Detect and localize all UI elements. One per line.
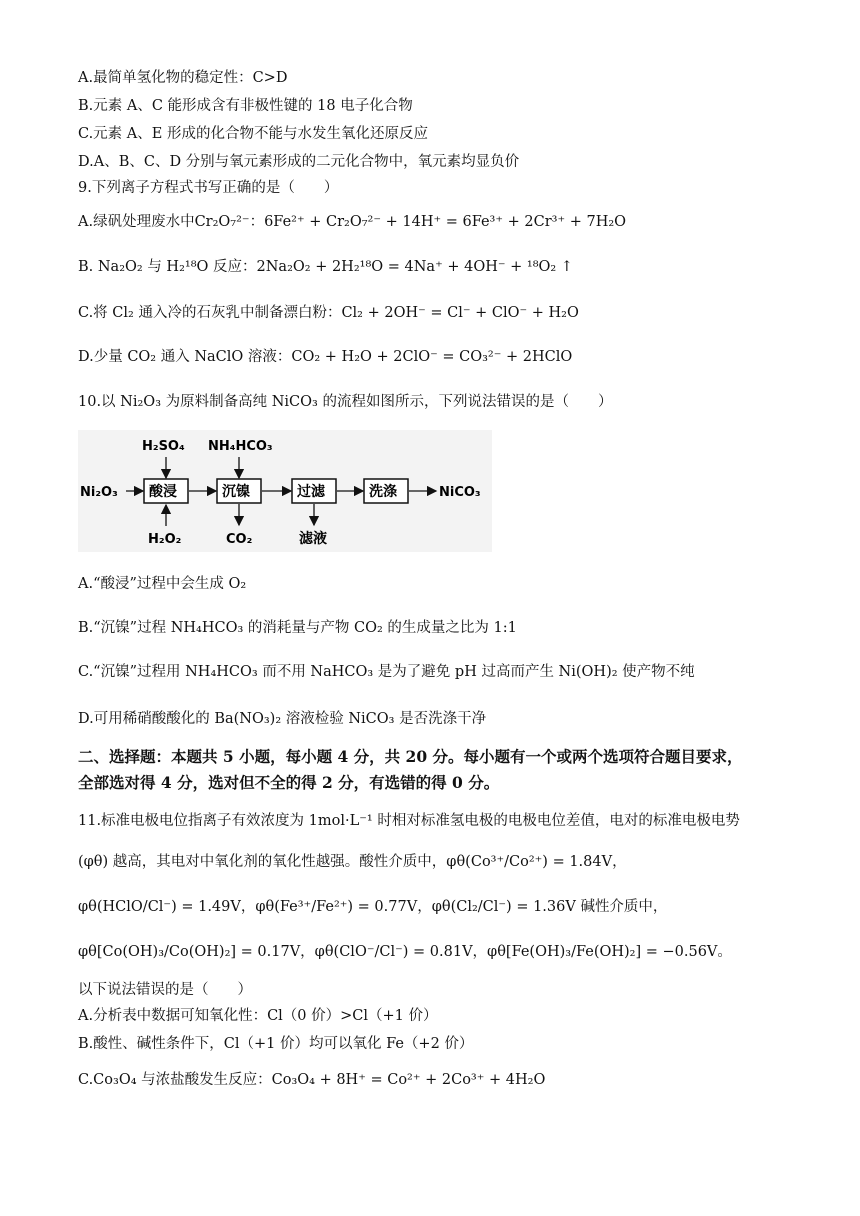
step-2-label: 沉镍 — [222, 484, 250, 500]
q9-stem: 9.下列离子方程式书写正确的是（ ） — [78, 180, 339, 196]
step-1-label: 酸浸 — [149, 484, 177, 500]
q11-ask: 以下说法错误的是（ ） — [78, 982, 252, 998]
q11-option-b: B.酸性、碱性条件下，Cl（+1 价）均可以氧化 Fe（+2 价） — [78, 1036, 474, 1052]
step-3-label: 过滤 — [297, 484, 325, 500]
q11-stem-line3: φθ(HClO/Cl⁻) = 1.49V，φθ(Fe³⁺/Fe²⁺) = 0.77V，φθ(Cl₂/Cl⁻) = 1.36V 碱性介质中， — [78, 899, 668, 915]
input-nh4hco3-label: NH₄HCO₃ — [208, 439, 273, 454]
q9-option-d: D.少量 CO₂ 通入 NaClO 溶液：CO₂ + H₂O + 2ClO⁻ = CO₃²⁻ + 2HClO — [78, 349, 573, 365]
q8-option-d: D.A、B、C、D 分别与氧元素形成的二元化合物中，氧元素均显负价 — [78, 154, 520, 170]
q11-option-c: C.Co₃O₄ 与浓盐酸发生反应：Co₃O₄ + 8H⁺ = Co²⁺ + 2Co³⁺ + 4H₂O — [78, 1072, 546, 1088]
q10-option-c: C.“沉镍”过程用 NH₄HCO₃ 而不用 NaHCO₃ 是为了避免 pH 过高而产生 Ni(OH)₂ 使产物不纯 — [78, 664, 695, 680]
q10-stem: 10.以 Ni₂O₃ 为原料制备高纯 NiCO₃ 的流程如图所示，下列说法错误的是（ ） — [78, 394, 613, 410]
q9-option-c: C.将 Cl₂ 通入冷的石灰乳中制备漂白粉：Cl₂ + 2OH⁻ = Cl⁻ + ClO⁻ + H₂O — [78, 305, 579, 321]
q8-option-b: B.元素 A、C 能形成含有非极性键的 18 电子化合物 — [78, 98, 413, 114]
q10-option-a: A.“酸浸”过程中会生成 O₂ — [78, 576, 247, 592]
section-2-heading-line1: 二、选择题：本题共 5 小题，每小题 4 分，共 20 分。每小题有一个或两个选项符合题目要求， — [78, 747, 743, 766]
input-h2so4-label: H₂SO₄ — [142, 439, 185, 454]
step-4-label: 洗涤 — [369, 484, 397, 500]
q10-option-d: D.可用稀硝酸酸化的 Ba(NO₃)₂ 溶液检验 NiCO₃ 是否洗涤干净 — [78, 711, 487, 727]
q11-stem-line1: 11.标准电极电位指离子有效浓度为 1mol·L⁻¹ 时相对标准氢电极的电极电位差值，电对的标准电极电势 — [78, 813, 740, 829]
process-flow-diagram — [78, 430, 492, 552]
q11-option-a: A.分析表中数据可知氧化性：Cl（0 价）>Cl（+1 价） — [78, 1008, 438, 1024]
q10-option-b: B.“沉镍”过程 NH₄HCO₃ 的消耗量与产物 CO₂ 的生成量之比为 1:1 — [78, 620, 517, 636]
q11-stem-line2: (φθ) 越高，其电对中氧化剂的氧化性越强。酸性介质中，φθ(Co³⁺/Co²⁺) = 1.84V， — [78, 854, 627, 870]
output-co2-label: CO₂ — [226, 532, 253, 547]
output-filtrate-label: 滤液 — [299, 531, 327, 547]
flow-product-label: NiCO₃ — [439, 485, 481, 500]
input-h2o2-label: H₂O₂ — [148, 532, 182, 547]
flow-start-label: Ni₂O₃ — [80, 485, 118, 500]
q8-option-c: C.元素 A、E 形成的化合物不能与水发生氧化还原反应 — [78, 126, 428, 142]
q9-option-a: A.绿矾处理废水中Cr₂O₇²⁻：6Fe²⁺ + Cr₂O₇²⁻ + 14H⁺ = 6Fe³⁺ + 2Cr³⁺ + 7H₂O — [78, 214, 627, 230]
q9-option-b: B. Na₂O₂ 与 H₂¹⁸O 反应：2Na₂O₂ + 2H₂¹⁸O = 4Na⁺ + 4OH⁻ + ¹⁸O₂ ↑ — [78, 259, 573, 275]
section-2-heading-line2: 全部选对得 4 分，选对但不全的得 2 分，有选错的得 0 分。 — [78, 773, 500, 792]
q11-stem-line4: φθ[Co(OH)₃/Co(OH)₂] = 0.17V，φθ(ClO⁻/Cl⁻) = 0.81V，φθ[Fe(OH)₃/Fe(OH)₂] = −0.56V。 — [78, 944, 732, 960]
q8-option-a: A.最简单氢化物的稳定性：C>D — [78, 70, 288, 86]
